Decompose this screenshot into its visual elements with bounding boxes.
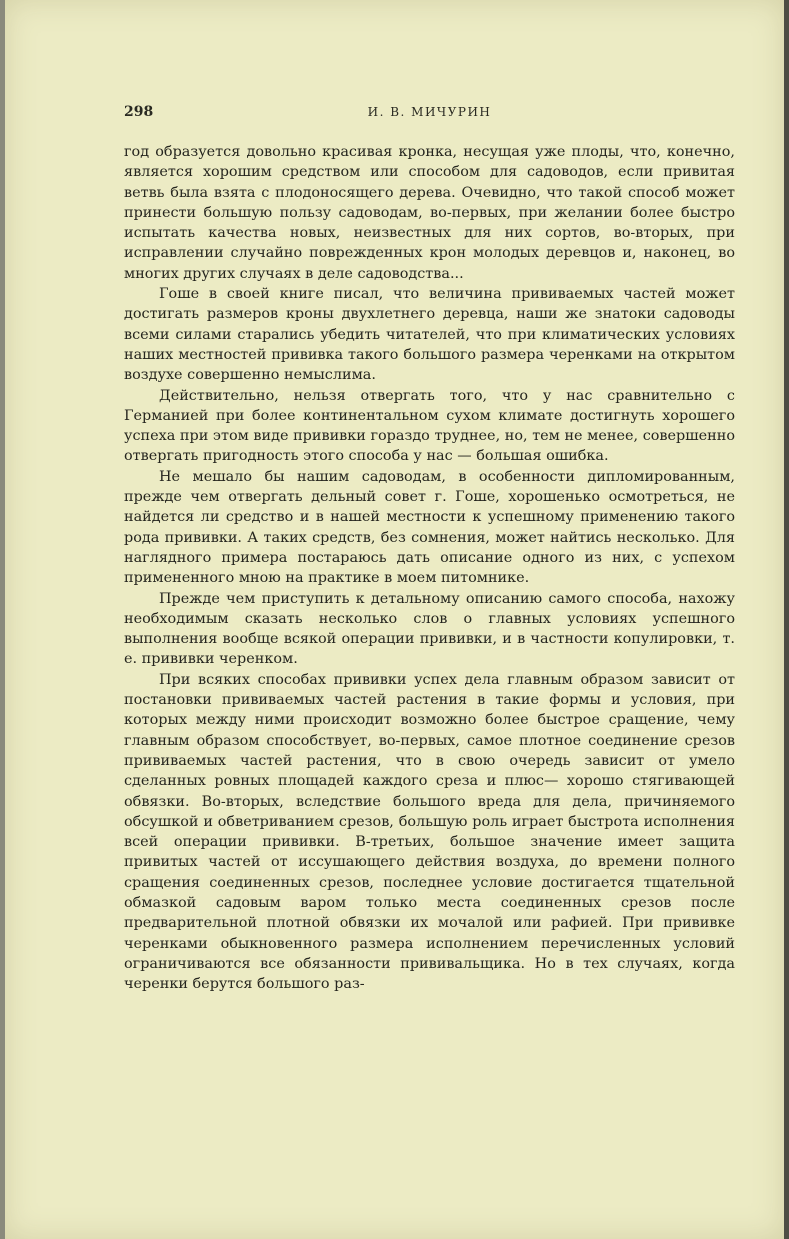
- running-head: И. В. МИЧУРИН: [367, 105, 492, 119]
- paragraph: Прежде чем приступить к детальному описанию самого способа, нахожу необходимым сказать несколько слов о главных условиях успешного выполнения вообще всякой операции прививки, и в частности копулировки, т. е. прививки черенком.: [124, 590, 735, 668]
- paragraph: Гоше в своей книге писал, что величина прививаемых частей может достигать размеров кроны двухлетнего деревца, наши же знатоки садоводы всеми силами старались убедить читателей, что при климатических условиях наших местностей прививка такого большого размера черенками на открытом воздухе совершенно немыслима.: [124, 286, 735, 384]
- paragraph: год образуется довольно красивая кронка, несущая уже плоды, что, конечно, является хорошим средством или способом для садоводов, если привитая ветвь была взята с плодоносящего дерева. Очевидно, что такой способ может принести большую пользу садоводам, во-первых, при желании более быстро испытать качества новых, неизвестных для них сортов, во-вторых, при исправлении случайно поврежденных крон молодых деревцов и, наконец, во многих других случаях в деле садоводства...: [124, 144, 735, 282]
- page-number: 298: [124, 104, 154, 120]
- body-text: [124, 142, 735, 994]
- paragraph: При всяких способах прививки успех дела главным образом зависит от постановки прививаемых частей растения в такие формы и условия, при которых между ними происходит возможно более быстрое сращение, чему главным образом способствует, во-первых, самое плотное соединение срезов прививаемых частей растения, что в свою очередь зависит от умело сделанных ровных площадей каждого среза и плюс— хорошо стягивающей обвязки. Во-вторых, вследствие большого вреда для дела, причиняемого обсушкой и обветриванием срезов, большую роль играет быстрота исполнения всей операции прививки. В-третьих, большое значение имеет защита привитых частей от иссушающего действия воздуха, до времени полного сращения соединенных срезов, последнее условие достигается тщательной обмазкой садовым варом только места соединенных срезов после предварительной плотной обвязки их мочалой или рафией. При прививке черенками обыкновенного размера исполнением перечисленных условий ограничиваются все обязанности прививальщика. Но в тех случаях, когда черенки берутся большого раз-: [124, 671, 735, 993]
- scan-right-edge: [784, 0, 789, 1239]
- paragraph: Не мешало бы нашим садоводам, в особенности дипломированным, прежде чем отвергать дельный совет г. Гоше, хорошенько осмотреться, не найдется ли средство и в нашей местности к успешному применению такого рода прививки. А таких средств, без сомнения, может найтись несколько. Для наглядного примера постараюсь дать описание одного из них, с успехом примененного мною на практике в моем питомнике.: [124, 468, 735, 587]
- paragraph: Действительно, нельзя отвергать того, что у нас сравнительно с Германией при более континентальном сухом климате достигнуть хорошего успеха при этом виде прививки гораздо труднее, но, тем не менее, совершенно отвергать пригодность этого способа у нас — большая ошибка.: [124, 387, 735, 465]
- page-header: [124, 104, 735, 124]
